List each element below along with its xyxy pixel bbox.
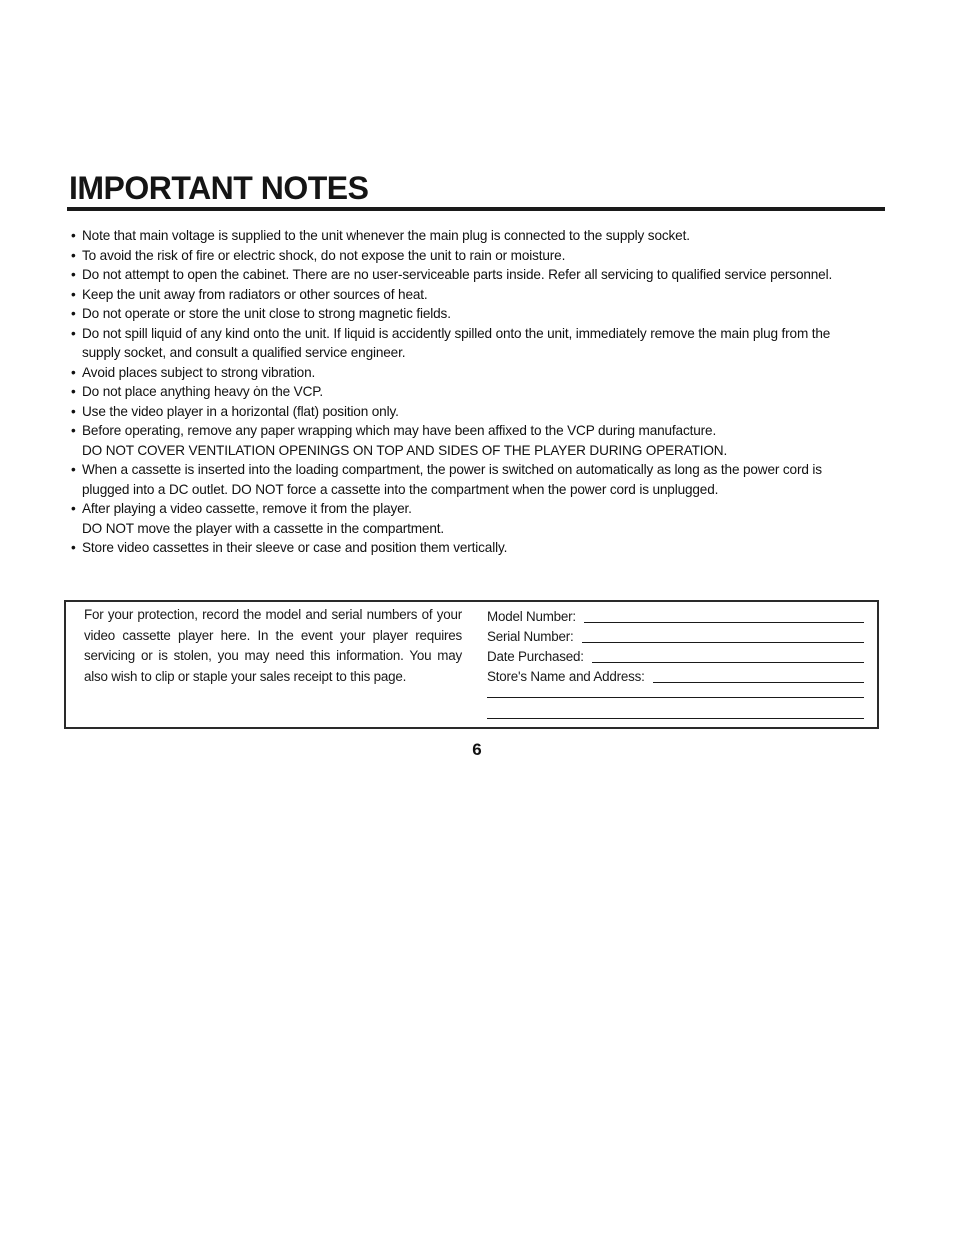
bullet-icon: • [71, 267, 76, 282]
model-number-label: Model Number: [487, 609, 576, 624]
note-text: Keep the unit away from radiators or other sources of heat. [82, 286, 428, 302]
store-address-line[interactable] [487, 718, 864, 719]
store-label: Store's Name and Address: [487, 669, 645, 684]
record-instructions: For your protection, record the model and serial numbers of your video cassette player here. In the event your player requires servicing or is stolen, you may need this information. You may also wish to clip or staple your sales receipt to this page. [84, 607, 462, 684]
list-item [70, 363, 870, 383]
list-item [70, 285, 870, 305]
store-address-line[interactable] [487, 697, 864, 698]
note-text: Avoid places subject to strong vibration. [82, 364, 316, 380]
note-text: After playing a video cassette, remove it from the player. [82, 501, 412, 516]
page-title: IMPORTANT NOTES [69, 170, 369, 206]
bullet-icon: • [71, 403, 76, 419]
bullet-icon: • [71, 325, 76, 341]
serial-number-label: Serial Number: [487, 629, 574, 644]
note-text: Do not operate or store the unit close to strong magnetic fields. [82, 306, 451, 321]
list-item [70, 265, 870, 285]
bullet-icon: • [71, 228, 76, 243]
bullet-icon: • [71, 501, 76, 516]
note-text: Note that main voltage is supplied to the unit whenever the main plug is connected to the supply socket. [82, 228, 690, 243]
list-item [70, 324, 870, 363]
title-divider [67, 207, 885, 211]
note-continuation: DO NOT COVER VENTILATION OPENINGS ON TOP AND SIDES OF THE PLAYER DURING OPERATION. [82, 442, 728, 458]
bullet-icon: • [71, 462, 76, 477]
bullet-icon: • [71, 364, 76, 380]
serial-number-line[interactable] [582, 642, 864, 643]
date-purchased-label: Date Purchased: [487, 649, 584, 664]
bullet-icon: • [71, 540, 76, 555]
page-number: 6 [472, 740, 482, 759]
note-text: Do not place anything heavy ȯn the VCP. [82, 384, 324, 399]
bullet-icon: • [71, 286, 76, 302]
list-item [70, 226, 870, 246]
list-item [70, 499, 870, 538]
bullet-icon: • [71, 247, 76, 263]
list-item [70, 538, 870, 558]
date-purchased-field[interactable] [487, 645, 864, 665]
note-text: Do not spill liquid of any kind onto the unit. If liquid is accidently spilled onto the unit, immediately remove the main plug from the supply socket, and consult a qualified service engineer. [82, 325, 831, 360]
note-text: Do not attempt to open the cabinet. There are no user-serviceable parts inside. Refer all servicing to qualified service personnel. [82, 267, 833, 282]
store-line[interactable] [653, 682, 864, 683]
model-number-line[interactable] [584, 622, 864, 623]
list-item [70, 304, 870, 324]
list-item [70, 460, 870, 499]
bullet-icon: • [71, 384, 76, 399]
list-item [70, 421, 870, 460]
note-continuation: DO NOT move the player with a cassette in the compartment. [82, 520, 445, 536]
serial-number-field[interactable] [487, 625, 864, 645]
note-text: Store video cassettes in their sleeve or case and position them vertically. [82, 540, 508, 555]
list-item [70, 382, 870, 402]
notes-list [70, 226, 870, 558]
store-field[interactable] [487, 665, 864, 685]
model-number-field[interactable] [487, 605, 864, 625]
date-purchased-line[interactable] [592, 662, 864, 663]
list-item [70, 402, 870, 422]
list-item [70, 246, 870, 266]
note-text: Before operating, remove any paper wrapping which may have been affixed to the VCP during manufacture. [82, 423, 717, 438]
bullet-icon: • [71, 306, 76, 321]
bullet-icon: • [71, 423, 76, 438]
note-text: When a cassette is inserted into the loading compartment, the power is switched on automatically as long as the power cord is plugged into a DC outlet. DO NOT force a cassette into the compartment when the power cord is unplugged. [82, 462, 822, 497]
note-text: To avoid the risk of fire or electric shock, do not expose the unit to rain or moisture. [82, 247, 566, 263]
record-info-box [64, 600, 879, 729]
note-text: Use the video player in a horizontal (flat) position only. [82, 403, 399, 419]
